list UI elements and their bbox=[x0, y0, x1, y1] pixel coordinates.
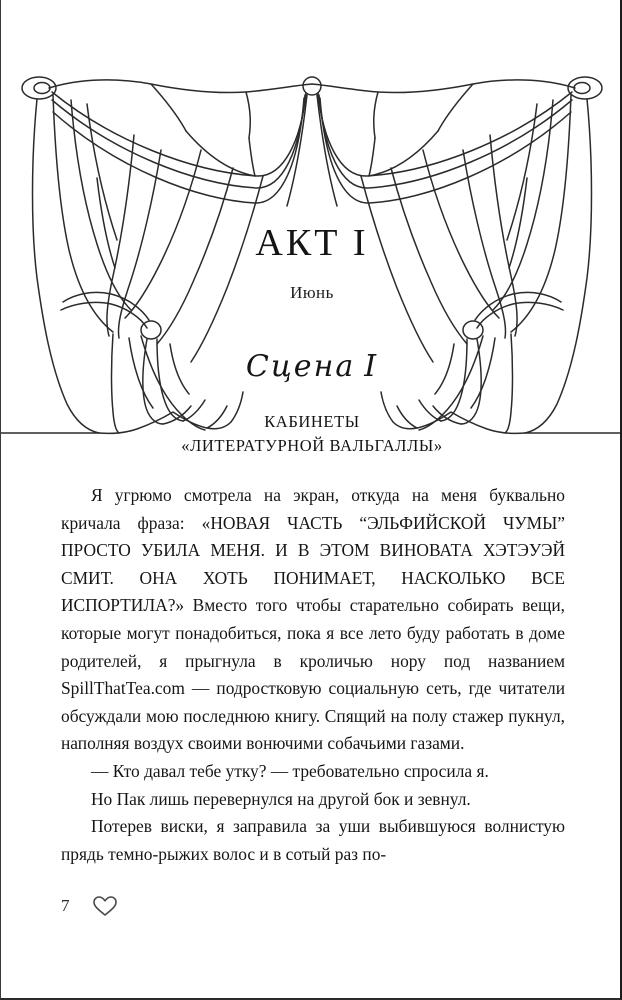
left-tieback-band-bottom bbox=[61, 302, 147, 328]
paragraph: Я угрюмо смотрела на экран, откуда на меня буквально кричала фраза: «НОВАЯ ЧАСТЬ “ЭЛЬФИЙСКОЙ ЧУМЫ” ПРОСТО УБИЛА МЕНЯ. И В ЭТОМ ВИНОВАТА ХЭТЭУЭЙ СМИТ. ОНА ХОТЬ ПОНИМАЕТ, НАСКОЛЬКО ВСЕ ИСПОРТИЛА?» Вместо того чтобы старательно собирать вещи, которые могут понадобиться, пока я все лето буду работать в доме родителей, я прыгнула в кроличью нору под названием SpillThatTea.com — подростковую социальную сеть, где читатели обсуждали мою последнюю книгу. Спящий на полу стажер пукнул, наполняя воздух своими вонючими собачьими газами. bbox=[61, 485, 565, 754]
scene-label: Сцена bbox=[245, 349, 356, 384]
center-fold-right-1 bbox=[317, 95, 337, 206]
location-line-1: КАБИНЕТЫ bbox=[264, 412, 360, 431]
body-text bbox=[61, 482, 565, 868]
location-line-2: «ЛИТЕРАТУРНОЙ ВАЛЬГАЛЛЫ» bbox=[181, 436, 443, 455]
swag-left-3 bbox=[53, 98, 304, 203]
swag-right-hem-a bbox=[369, 131, 438, 176]
valance-seam-left bbox=[151, 84, 186, 131]
paragraph: — Кто давал тебе утку? — требовательно спросила я. bbox=[91, 760, 489, 781]
act-month: Июнь bbox=[290, 283, 334, 302]
page-footer bbox=[61, 895, 118, 917]
left-fold-2 bbox=[87, 104, 117, 240]
scene-title bbox=[1, 350, 622, 384]
page-number: 7 bbox=[61, 896, 70, 915]
valance-seam-right bbox=[438, 84, 473, 131]
right-fold-2 bbox=[507, 104, 537, 240]
left-tieback-knot bbox=[141, 321, 161, 339]
scene-numeral: I bbox=[364, 349, 379, 384]
valance-seam-right-2 bbox=[374, 92, 378, 138]
act-title-block bbox=[1, 222, 622, 384]
right-curtain-loop-inner bbox=[574, 83, 590, 94]
swag-right-hem-b bbox=[369, 138, 375, 176]
heart-icon bbox=[92, 895, 118, 917]
center-curtain-knob bbox=[303, 77, 321, 95]
left-curtain-loop-inner bbox=[34, 83, 50, 94]
left-curtain-loop-outer bbox=[22, 77, 56, 99]
paragraph: Но Пак лишь перевернулся на другой бок и зевнул. bbox=[91, 788, 471, 809]
paragraph: Потерев виски, я заправила за уши выбившуюся волнистую прядь темно-рыжих волос и в сотый раз по- bbox=[61, 816, 565, 864]
valance-top-rail bbox=[49, 80, 575, 93]
swag-right-1 bbox=[318, 92, 572, 176]
right-curtain-loop-outer bbox=[568, 77, 602, 99]
swag-right-3 bbox=[320, 98, 571, 203]
scene-location-heading bbox=[1, 410, 622, 458]
swag-right-2 bbox=[319, 95, 572, 188]
right-tieback-knot bbox=[463, 321, 483, 339]
swag-left-hem-b bbox=[249, 138, 255, 176]
act-title: АКТ I bbox=[255, 222, 369, 264]
swag-left-2 bbox=[52, 95, 305, 188]
center-fold-left-1 bbox=[287, 95, 307, 206]
swag-left-hem-a bbox=[186, 131, 255, 176]
swag-left-1 bbox=[52, 92, 306, 176]
valance-seam-left-2 bbox=[246, 92, 250, 138]
right-tieback-band-bottom bbox=[477, 302, 563, 328]
